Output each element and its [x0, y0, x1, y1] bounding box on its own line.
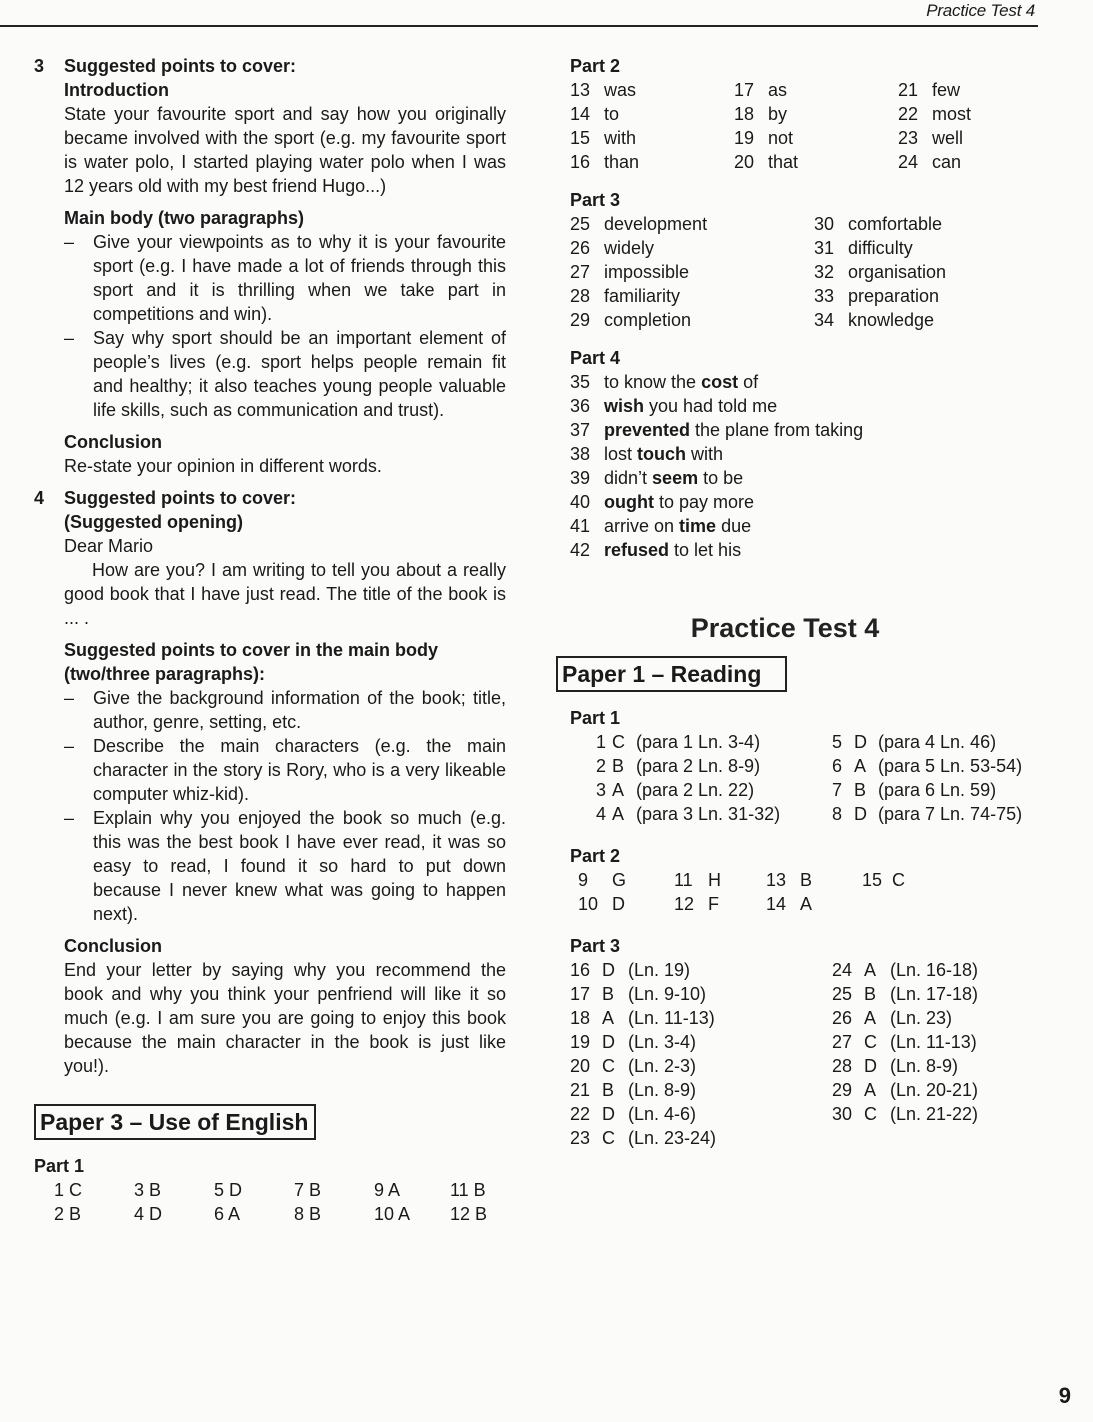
left-column [34, 54, 506, 1226]
answer-row: 16 than 20 that 24 can [570, 152, 962, 172]
reading-part1-answers [570, 730, 1040, 826]
answer-row: 1 C 3 B 5 D 7 B 9 A 11 B [54, 1180, 486, 1200]
reading-part3-title: Part 3 [570, 936, 621, 956]
answer-row: 23 C (Ln. 23-24) [570, 1128, 717, 1148]
answer-row: 27 C (Ln. 11-13) [832, 1032, 977, 1052]
answer-row: 25 B (Ln. 17-18) [832, 984, 979, 1004]
part2-title: Part 2 [570, 56, 621, 76]
body-heading: Suggested points to cover in the main body (two/three paragraphs): [64, 640, 439, 684]
answer-row: 29 completion 34 knowledge [570, 310, 935, 330]
intro-heading: Introduction [64, 80, 169, 100]
answer-row: 26 widely 31 difficulty [570, 238, 913, 258]
part4-title: Part 4 [570, 348, 621, 368]
item-heading: Suggested points to cover: [64, 488, 297, 508]
item-4 [34, 486, 506, 1078]
answer-row: 13 was 17 as 21 few [570, 80, 961, 100]
page-number: 9 [1058, 1383, 1071, 1408]
answer-row: 26 A (Ln. 23) [832, 1008, 953, 1028]
part1-title: Part 1 [34, 1156, 85, 1176]
answer-row: 1 C (para 1 Ln. 3-4) [595, 732, 761, 752]
part3-answers [570, 212, 1040, 332]
body-points [64, 230, 506, 422]
part2-answers [570, 78, 1040, 174]
practice-test-title: Practice Test 4 [690, 613, 880, 643]
answer-row: 40 ought to pay more [570, 492, 755, 512]
answer-row: 37 prevented the plane from taking [570, 420, 864, 440]
part4-answers [570, 370, 1040, 562]
answer-row: 2 B (para 2 Ln. 8-9) [595, 756, 761, 776]
answer-row: 9 G 11 H 13 B 15 C [578, 870, 905, 890]
conclusion-heading: Conclusion [64, 432, 162, 452]
list-item: – Explain why you enjoyed the book so much (e.g. this was the best book I have ever read, it was so easy to read, I found it so hard to put down because I never knew what was going to happen next). [64, 808, 506, 924]
answer-row: 25 development 30 comfortable [570, 214, 943, 234]
answer-row: 15 with 19 not 23 well [570, 128, 964, 148]
answer-row: 39 didn’t seem to be [570, 468, 744, 488]
intro-text: State your favourite sport and say how you originally became involved with the sport (e.g. my favourite sport is water polo, I started playing water polo when I was 12 years old with my best friend Hugo...) [64, 104, 506, 196]
item-3 [34, 54, 506, 478]
right-column [562, 54, 1040, 1150]
answer-row: 28 familiarity 33 preparation [570, 286, 940, 306]
opening-heading: (Suggested opening) [64, 512, 243, 532]
answer-row: 8 D (para 7 Ln. 74-75) [832, 804, 1023, 824]
answer-row: 10 D 12 F 14 A [578, 894, 813, 914]
answer-row: 6 A (para 5 Ln. 53-54) [832, 756, 1023, 776]
list-item: – Describe the main characters (e.g. the main character in the story is Rory, who is a very likeable computer whiz-kid). [64, 736, 506, 804]
answer-row: 30 C (Ln. 21-22) [832, 1104, 979, 1124]
conclusion-heading: Conclusion [64, 936, 162, 956]
answer-row: 22 D (Ln. 4-6) [570, 1104, 697, 1124]
answer-row: 38 lost touch with [570, 444, 724, 464]
body-points [64, 686, 506, 926]
answer-row: 5 D (para 4 Ln. 46) [832, 732, 997, 752]
part3-title: Part 3 [570, 190, 621, 210]
reading-part3-answers [570, 958, 1040, 1150]
reading-part1-title: Part 1 [570, 708, 621, 728]
item-number: 3 [34, 56, 45, 76]
greeting: Dear Mario [64, 536, 154, 556]
answer-row: 7 B (para 6 Ln. 59) [832, 780, 997, 800]
list-item: – Give your viewpoints as to why it is your favourite sport (e.g. I have made a lot of friends through this sport and it is thrilling when we take part in competitions and win). [64, 232, 506, 324]
reading-part2-title: Part 2 [570, 846, 621, 866]
answer-row: 19 D (Ln. 3-4) [570, 1032, 697, 1052]
answer-row: 2 B 4 D 6 A 8 B 10 A 12 B [54, 1204, 488, 1224]
answer-row: 41 arrive on time due [570, 516, 752, 536]
answer-row: 20 C (Ln. 2-3) [570, 1056, 697, 1076]
answer-row: 29 A (Ln. 20-21) [832, 1080, 979, 1100]
conclusion-text: End your letter by saying why you recommend the book and why you think your penfriend will like it so much (e.g. I am sure you are going to enjoy this book because the main character in the book is just like you!). [64, 960, 506, 1076]
item-heading: Suggested points to cover: [64, 56, 297, 76]
answer-row: 3 A (para 2 Ln. 22) [595, 780, 755, 800]
header-rule [0, 25, 1038, 27]
reading-part2-answers [570, 868, 1040, 916]
answer-row: 17 B (Ln. 9-10) [570, 984, 707, 1004]
answer-row: 35 to know the cost of [570, 372, 759, 392]
body-heading: Main body (two paragraphs) [64, 208, 305, 228]
list-item: – Give the background information of the book; title, author, genre, setting, etc. [64, 688, 506, 732]
answer-row: 18 A (Ln. 11-13) [570, 1008, 715, 1028]
list-item: – Say why sport should be an important element of people’s lives (e.g. sport helps people remain fit and healthy; it also teaches young people valuable life skills, such as communication and trust). [64, 328, 506, 420]
paper3-title: Paper 3 – Use of English [34, 1104, 316, 1140]
paper1-title: Paper 1 – Reading [556, 656, 787, 692]
running-title: Practice Test 4 [926, 1, 1035, 20]
answer-row: 27 impossible 32 organisation [570, 262, 947, 282]
answer-row: 4 A (para 3 Ln. 31-32) [595, 804, 781, 824]
answer-row: 21 B (Ln. 8-9) [570, 1080, 697, 1100]
answer-row: 14 to 18 by 22 most [570, 104, 972, 124]
conclusion-text: Re-state your opinion in different words. [64, 456, 382, 476]
answer-row: 28 D (Ln. 8-9) [832, 1056, 959, 1076]
answer-row: 24 A (Ln. 16-18) [832, 960, 979, 980]
answer-row: 36 wish you had told me [570, 396, 778, 416]
item-number: 4 [34, 488, 45, 508]
opening-text: How are you? I am writing to tell you about a really good book that I have just read. The title of the book is ... . [64, 560, 506, 628]
answer-row: 42 refused to let his [570, 540, 742, 560]
answer-row: 16 D (Ln. 19) [570, 960, 691, 980]
